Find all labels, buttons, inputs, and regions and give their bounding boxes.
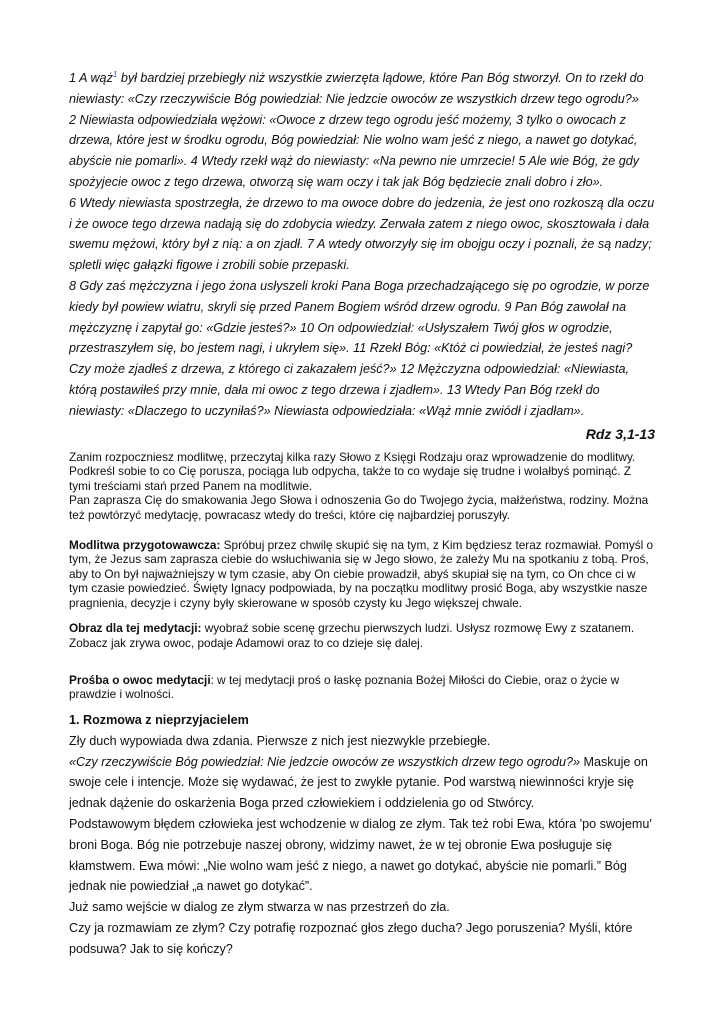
- scripture-paragraph-3: 6 Wtedy niewiasta spostrzegła, że drzewo to ma owoce dobre do jedzenia, że jest ono rozkoszą dla oczu i że owoce tego drzewa nadają się do zdobycia wiedzy. Zerwała zatem z niego owoc, skosztowała i dała swemu mężowi, który był z nią: a on zjadł. 7 A wtedy otworzyły się im obojgu oczy i poznali, że są nadzy; spletli więc gałązki figowe i zrobili sobie przepaski.: [69, 195, 655, 273]
- footnote-link[interactable]: 1: [112, 69, 118, 79]
- section-1-paragraph-4: Już samo wejście w dialog ze złym stwarza w nas przestrzeń do zła.: [69, 900, 450, 915]
- section-1-paragraph-1: Zły duch wypowiada dwa zdania. Pierwsze z nich jest niezwykle przebiegłe.: [69, 733, 491, 748]
- intro-paragraph-1: Zanim rozpoczniesz modlitwę, przeczytaj kilka razy Słowo z Księgi Rodzaju oraz wprowadzenie do modlitwy. Podkreśl sobie to co Cię porusza, pociąga lub odpycha, także to co wydaje się trudne i wolałbyś pominąć. Z tymi treściami stań przed Panem na modlitwie.: [69, 449, 636, 493]
- section-1-paragraph-2: [69, 752, 655, 814]
- meditation-request-label: Prośba o owoc medytacji: [69, 672, 211, 687]
- scripture-paragraph-2: 2 Niewiasta odpowiedziała wężowi: «Owoce z drzew tego ogrodu jeść możemy, 3 tylko o owocach z drzewa, które jest w środku ogrodu, Bóg powiedział: Nie wolno wam jeść z niego, a nawet go dotykać, abyście nie pomarli». 4 Wtedy rzekł wąż do niewiasty: «Na pewno nie umrzecie! 5 Ale wie Bóg, że gdy spożyjecie owoc z tego drzewa, otworzą się wam oczy i tak jak Bóg będziecie znali dobro i zło».: [69, 112, 640, 189]
- scripture-passage: [69, 68, 655, 422]
- preparatory-prayer-label: Modlitwa przygotowawcza:: [69, 537, 221, 552]
- document-page: [69, 68, 655, 960]
- section-1-body: [69, 731, 655, 960]
- verse-1-start: 1 A wąż: [69, 71, 113, 85]
- verse-1-rest: był bardziej przebiegły niż wszystkie zwierzęta lądowe, które Pan Bóg stworzył. On to rzekł do niewiasty: «Czy rzeczywiście Bóg powiedział: Nie jedzcie owoców ze wszystkich drzew tego ogrodu?»: [69, 71, 644, 106]
- preparatory-prayer: [69, 538, 655, 611]
- intro-section: [69, 450, 655, 523]
- section-1-quote: «Czy rzeczywiście Bóg powiedział: Nie jedzcie owoców ze wszystkich drzew tego ogrodu?»: [69, 754, 580, 769]
- section-1-paragraph-3: Podstawowym błędem człowieka jest wchodzenie w dialog ze złym. Tak też robi Ewa, która 'po swojemu' broni Boga. Bóg nie potrzebuje naszej obrony, widzimy nawet, że w tej obronie Ewa posługuje się kłamstwem. Ewa mówi: „Nie wolno wam jeść z niego, a nawet go dotykać, abyście nie pomarli.” Bóg jednak nie powiedział „a nawet go dotykać”.: [69, 817, 652, 894]
- scripture-paragraph-1: [69, 68, 655, 110]
- meditation-image: [69, 621, 655, 650]
- section-1-paragraph-5: Czy ja rozmawiam ze złym? Czy potrafię rozpoznać głos złego ducha? Jego poruszenia? Myśli, które podsuwa? Jak to się kończy?: [69, 921, 633, 956]
- section-1-title: 1. Rozmowa z nieprzyjacielem: [69, 712, 249, 727]
- meditation-image-label: Obraz dla tej medytacji:: [69, 621, 202, 636]
- meditation-request: [69, 673, 655, 702]
- scripture-paragraph-4: 8 Gdy zaś mężczyzna i jego żona usłyszeli kroki Pana Boga przechadzającego się po ogrodzie, w porze kiedy był powiew wiatru, skryli się przed Panem Bogiem wśród drzew ogrodu. 9 Pan Bóg zawołał na mężczyznę i zapytał go: «Gdzie jesteś?» 10 On odpowiedział: «Usłyszałem Twój głos w ogrodzie, przestraszyłem się, bo jestem nagi, i ukryłem się». 11 Rzekł Bóg: «Któż ci powiedział, że jesteś nagi? Czy może zjadłeś z drzewa, z którego ci zakazałem jeść?» 12 Mężczyzna odpowiedział: «Niewiasta, którą postawiłeś przy mnie, dała mi owoc z tego drzewa i zjadłem». 13 Wtedy Pan Bóg rzekł do niewiasty: «Dlaczego to uczyniłaś?» Niewiasta odpowiedziała: «Wąż mnie zwiódł i zjadłam».: [69, 278, 650, 418]
- section-1-paragraph-2-rest: Maskuje on swoje cele i intencje. Może się wydawać, że jest to zwykłe pytanie. Pod warstwą niewinności kryje się jednak dążenie do oskarżenia Boga przed człowiekiem i oddzielenia go od Stwórcy.: [69, 754, 648, 811]
- preparatory-prayer-text: Spróbuj przez chwilę skupić się na tym, z Kim będziesz teraz rozmawiał. Pomyśl o tym, że Jezus sam zaprasza ciebie do wsłuchiwania się w Jego słowo, że zależy Mu na spotkaniu z tobą. Proś, aby to On był najważniejszy w tym czasie, aby On ciebie prowadził, abyś skupiał się na tym, co On chce ci w tym czasie powiedzieć. Święty Ignacy podpowiada, by na początku modlitwy prosić Boga, aby wszystkie nasze pragnienia, decyzje i czyny były skierowane w sposób czysty ku Jego większej chwale.: [69, 537, 654, 610]
- meditation-request-text: : w tej medytacji proś o łaskę poznania Bożej Miłości do Ciebie, oraz o życie w prawdzie i wolności.: [69, 672, 620, 702]
- scripture-citation: Rdz 3,1-13: [585, 425, 655, 442]
- meditation-image-text: wyobraź sobie scenę grzechu pierwszych ludzi. Usłysz rozmowę Ewy z szatanem. Zobacz jak zrywa owoc, podaje Adamowi oraz to co dzieje się dalej.: [69, 621, 635, 651]
- intro-paragraph-2: Pan zaprasza Cię do smakowania Jego Słowa i odnoszenia Go do Twojego życia, małżeństwa, rodziny. Można też powtórzyć medytację, powracasz wtedy do treści, które cię najbardziej poruszyły.: [69, 493, 649, 522]
